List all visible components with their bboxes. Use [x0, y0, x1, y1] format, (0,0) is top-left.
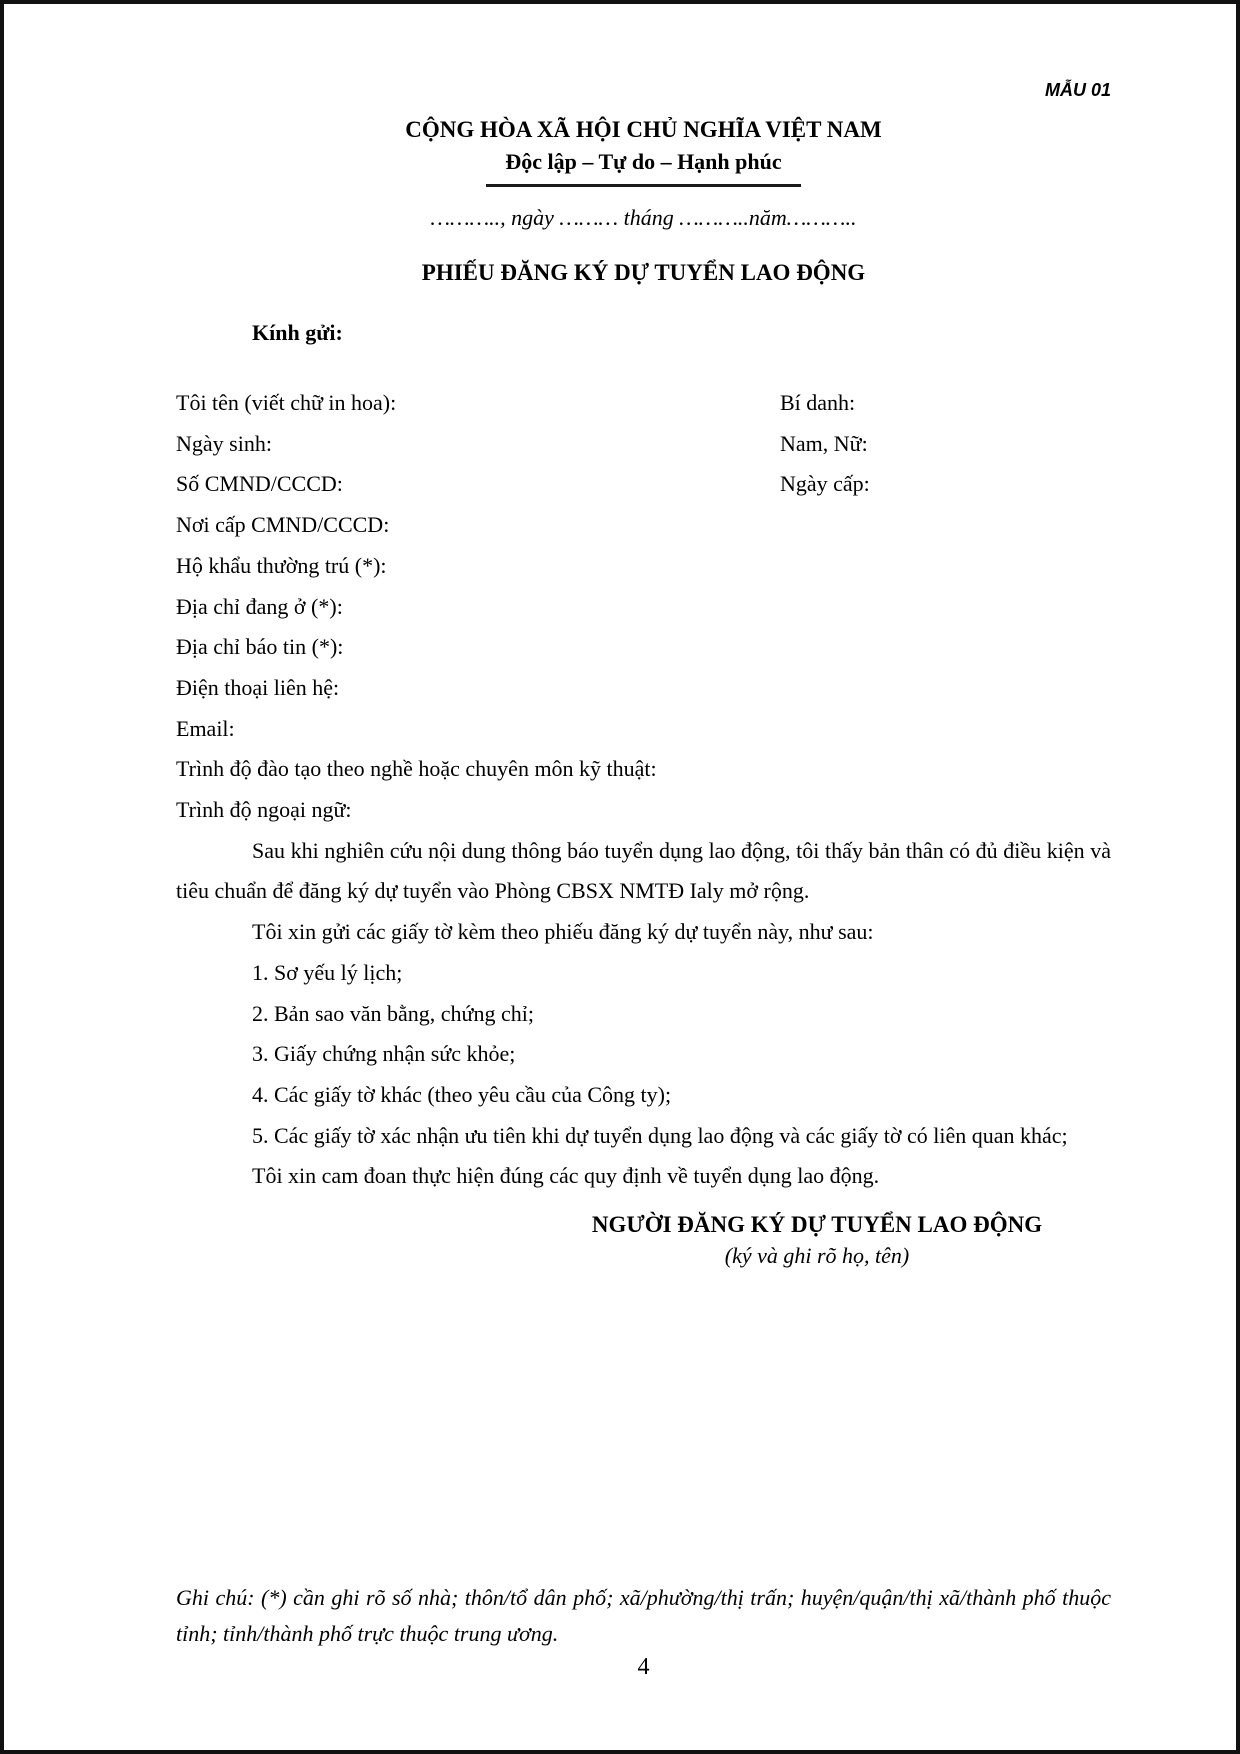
salutation: Kính gửi:: [252, 320, 343, 345]
signature-note: (ký và ghi rõ họ, tên): [724, 1243, 910, 1269]
attachment-item-2: 2. Bản sao văn bằng, chứng chỉ;: [252, 1000, 534, 1026]
field-row-foreign-language: [176, 790, 1111, 831]
field-label: Điện thoại liên hệ:: [176, 674, 340, 700]
field-row-email: [176, 709, 1111, 750]
national-title: CỘNG HÒA XÃ HỘI CHỦ NGHĨA VIỆT NAM: [405, 117, 882, 142]
field-label: Nơi cấp CMND/CCCD:: [176, 512, 390, 538]
date-line: ……….., ngày ……… tháng ………..năm………..: [430, 205, 857, 230]
form-fields: [176, 383, 1111, 831]
signature-block: [515, 1209, 1119, 1271]
field-label: Tôi tên (viết chữ in hoa):: [176, 390, 397, 415]
field-label: Địa chỉ đang ở (*):: [176, 593, 343, 619]
field-label: Ngày sinh:: [176, 430, 272, 456]
field-label: Số CMND/CCCD:: [176, 471, 343, 497]
attachment-item-3: 3. Giấy chứng nhận sức khỏe;: [252, 1041, 516, 1067]
field-row-contact-address: [176, 627, 1111, 668]
field-label: Trình độ ngoại ngữ:: [176, 797, 352, 823]
field-label: Trình độ đào tạo theo nghề hoặc chuyên môn kỹ thuật:: [176, 756, 657, 782]
field-label: Địa chỉ báo tin (*):: [176, 634, 344, 660]
field-row-phone: [176, 668, 1111, 709]
attachment-item-1: 1. Sơ yếu lý lịch;: [252, 959, 403, 985]
field-row-id-issue-place: [176, 505, 1111, 546]
attachment-item-4: 4. Các giấy tờ khác (theo yêu cầu của Công ty);: [252, 1081, 672, 1107]
field-row-permanent-residence: [176, 546, 1111, 587]
form-number-tag: MẪU 01: [1044, 80, 1111, 100]
page-number: 4: [637, 1654, 650, 1681]
attachments-intro: Tôi xin gửi các giấy tờ kèm theo phiếu đăng ký dự tuyển này, như sau:: [252, 919, 874, 945]
field-row-id-number: [176, 464, 1111, 505]
attachment-item-5: 5. Các giấy tờ xác nhận ưu tiên khi dự tuyển dụng lao động và các giấy tờ có liên quan khác;: [252, 1122, 1068, 1148]
national-motto: Độc lập – Tự do – Hạnh phúc: [505, 149, 782, 174]
signature-title: NGƯỜI ĐĂNG KÝ DỰ TUYỂN LAO ĐỘNG: [591, 1212, 1043, 1238]
field-label: Hộ khẩu thường trú (*):: [176, 552, 387, 578]
national-header: [176, 114, 1111, 233]
intro-paragraph: Sau khi nghiên cứu nội dung thông báo tuyển dụng lao động, tôi thấy bản thân có đủ điều kiện và tiêu chuẩn để đăng ký dự tuyển vào Phòng CBSX NMTĐ Ialy mở rộng.: [176, 837, 1111, 904]
field-label-right: Bí danh:: [780, 390, 856, 415]
commitment-paragraph: Tôi xin cam đoan thực hiện đúng các quy định về tuyển dụng lao động.: [252, 1163, 880, 1189]
field-row-current-address: [176, 587, 1111, 628]
field-label-right: Ngày cấp:: [780, 471, 870, 497]
field-label-right: Nam, Nữ:: [780, 430, 868, 456]
field-row-full-name: [176, 383, 1111, 424]
footnote: Ghi chú: (*) cần ghi rõ số nhà; thôn/tổ dân phố; xã/phường/thị trấn; huyện/quận/thị xã/thành phố thuộc tỉnh; tỉnh/thành phố trực thuộc trung ương.: [176, 1585, 1111, 1647]
field-label: Email:: [176, 715, 235, 741]
form-title: PHIẾU ĐĂNG KÝ DỰ TUYỂN LAO ĐỘNG: [421, 260, 866, 285]
motto-underline: [486, 184, 801, 187]
field-row-training-level: [176, 749, 1111, 790]
field-row-birth-date: [176, 424, 1111, 465]
